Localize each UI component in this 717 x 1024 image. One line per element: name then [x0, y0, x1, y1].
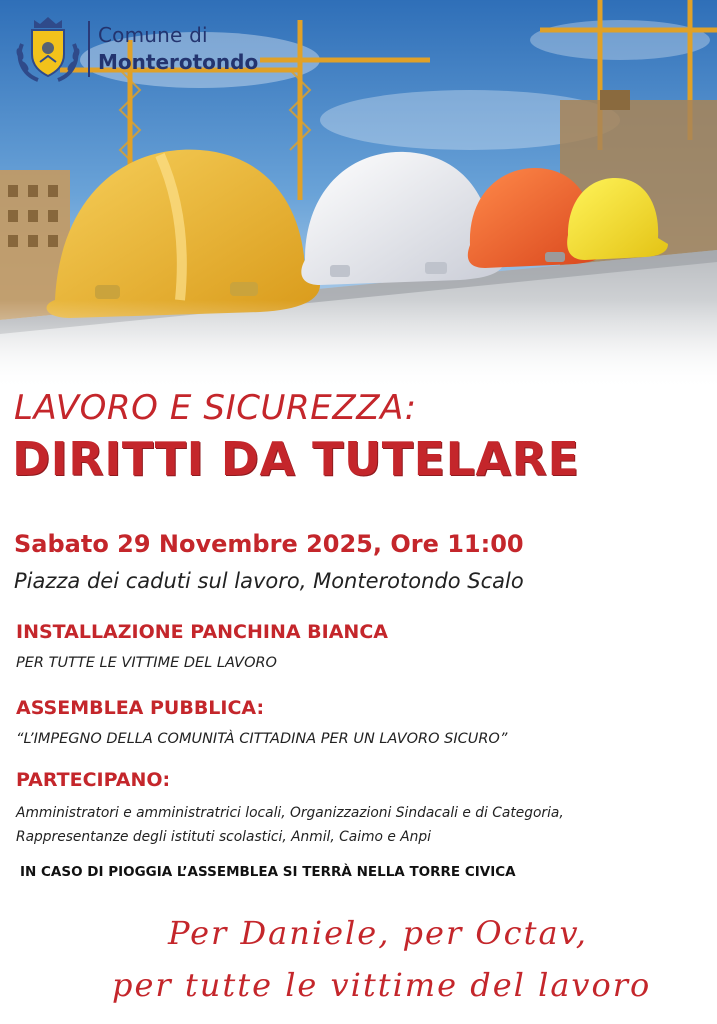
partecipano-title: PARTECIPANO: — [16, 769, 171, 791]
installazione-title: INSTALLAZIONE PANCHINA BIANCA — [16, 621, 388, 643]
event-place: Piazza dei caduti sul lavoro, Monterotondo Scalo — [14, 569, 524, 593]
event-date-time: Sabato 29 Novembre 2025, Ore 11:00 — [14, 530, 524, 558]
partecipano-line-2: Rappresentanze degli istituti scolastici, Anmil, Caimo e Anpi — [16, 829, 431, 845]
partecipano-line-1: Amministratori e amministratrici locali, Organizzazioni Sindacali e di Categoria, — [16, 805, 564, 821]
installazione-text: PER TUTTE LE VITTIME DEL LAVORO — [16, 655, 277, 671]
assemblea-title: ASSEMBLEA PUBBLICA: — [16, 697, 265, 719]
logo-line-monterotondo: Monterotondo — [98, 50, 259, 74]
dedication-line-2: per tutte le vittime del lavoro — [112, 966, 652, 1004]
title-line-1: LAVORO E SICUREZZA: — [14, 388, 417, 428]
coat-of-arms-icon — [12, 14, 84, 84]
title-line-2: DIRITTI DA TUTELARE — [12, 432, 580, 486]
logo-divider — [88, 21, 90, 77]
dedication-line-1: Per Daniele, per Octav, — [168, 914, 588, 952]
assemblea-text: “L’IMPEGNO DELLA COMUNITÀ CITTADINA PER UN LAVORO SICURO” — [16, 731, 508, 747]
rain-notice: IN CASO DI PIOGGIA L’ASSEMBLEA SI TERRÀ NELLA TORRE CIVICA — [20, 864, 516, 880]
comune-logo — [12, 14, 258, 84]
logo-line-comune: Comune di — [98, 23, 208, 47]
